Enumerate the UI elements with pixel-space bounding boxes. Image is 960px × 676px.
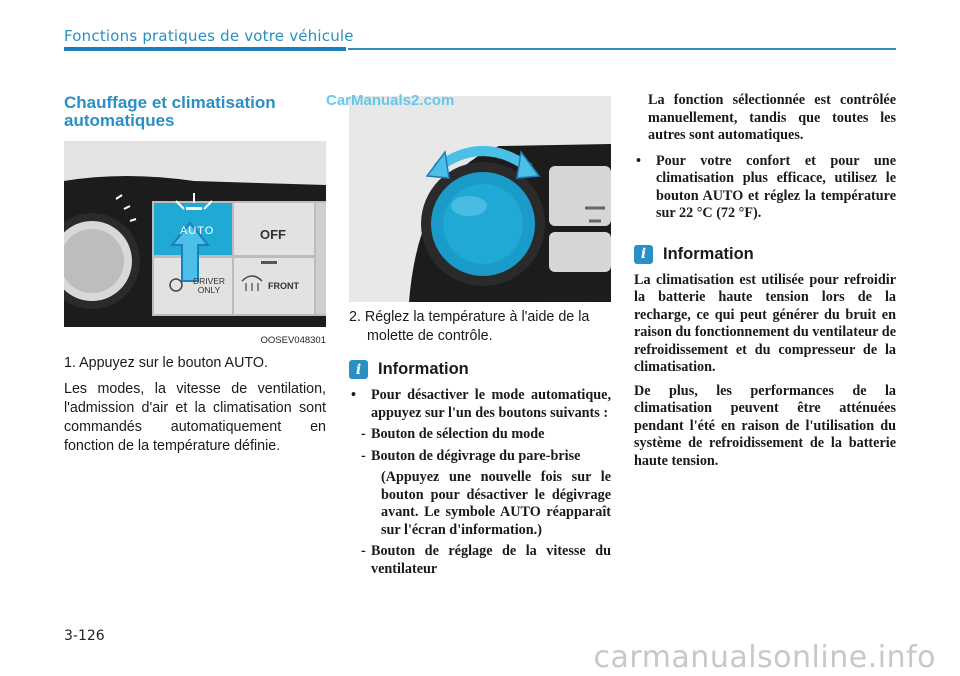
figure-caption: OOSEV048302 [545, 290, 611, 301]
dash-note [349, 469, 611, 539]
information-body [349, 387, 611, 578]
dash-item: - Bouton de sélection du mode [361, 426, 545, 442]
figure-temperature-knob [349, 96, 611, 302]
figure-auto-button [64, 141, 326, 327]
auto-button-label: AUTO [180, 225, 215, 237]
paragraph-auto-modes: Les modes, la vitesse de ventilation, l'admission d'air et la climatisation sont commandés automatiquement en fonction de la température définie. [64, 381, 326, 454]
step-2: 2. Réglez la température à l'aide de la molette de contrôle. [349, 309, 590, 344]
information-title: Information [663, 244, 754, 263]
bullet-disable-auto: • Pour désactiver le mode automatique, appuyez sur l'un des boutons suivants : [349, 387, 611, 422]
column-2 [349, 308, 611, 578]
dash-note-text: (Appuyez une nouvelle fois sur le bouton pour désactiver le dégivrage avant. Le symbole AUTO réapparaît sur l'écran d'information.) [381, 469, 611, 538]
section-title: Chauffage et climatisation automatiques [64, 93, 276, 130]
column-3 [634, 92, 896, 470]
figure-caption: OOSEV048301 [260, 335, 326, 346]
temperature-knob-illustration [349, 96, 611, 302]
page-number: 3-126 [64, 628, 105, 644]
information-heading [634, 245, 896, 264]
driver-only-label: DRIVER ONLY [192, 276, 226, 295]
step-1: 1. Appuyez sur le bouton AUTO. [64, 355, 268, 371]
dash-item: - Bouton de dégivrage du pare-brise [361, 447, 581, 464]
information-title: Information [378, 360, 469, 378]
off-button-label: OFF [260, 227, 286, 242]
info-icon: i [349, 360, 368, 379]
column-3-body [634, 92, 896, 223]
footer-watermark: carmanualsonline.info [593, 640, 936, 675]
front-label: FRONT [268, 281, 299, 291]
info-paragraph: De plus, les performances de la climatisation peuvent être atténuées pendant l'été en raison de l'utilisation du système de refroidissement de la batterie haute tension. [634, 382, 896, 469]
bullet-comfort: • Pour votre confort et pour une climatisation plus efficace, utilisez le bouton AUTO et réglez la température sur 22 °C (72 °F). [634, 153, 896, 223]
watermark-text: CarManuals2.com [326, 92, 455, 109]
header-bar [64, 47, 346, 51]
header-title: Fonctions pratiques de votre véhicule [64, 27, 354, 45]
information-heading [349, 360, 611, 379]
column-1 [64, 354, 326, 463]
info-paragraph: La climatisation est utilisée pour refroidir la batterie haute tension lors de la recharge, ce qui peut générer du bruit en raison du fonctionnement du ventilateur de refroidissement et du compresseur de la climatisation. [634, 271, 896, 375]
information-body [634, 272, 896, 471]
header-rule [348, 48, 896, 50]
dash-item: - Bouton de réglage de la vitesse du ventilateur [361, 543, 611, 577]
dash-text: Bouton de réglage de la vitesse du ventilateur [371, 543, 611, 577]
dash-text: Bouton de sélection du mode [371, 426, 545, 442]
info-icon: i [634, 245, 653, 264]
dash-text: Bouton de dégivrage du pare-brise [371, 447, 581, 464]
continued-text: La fonction sélectionnée est contrôlée manuellement, tandis que toutes les autres sont automatiques. [648, 92, 896, 143]
